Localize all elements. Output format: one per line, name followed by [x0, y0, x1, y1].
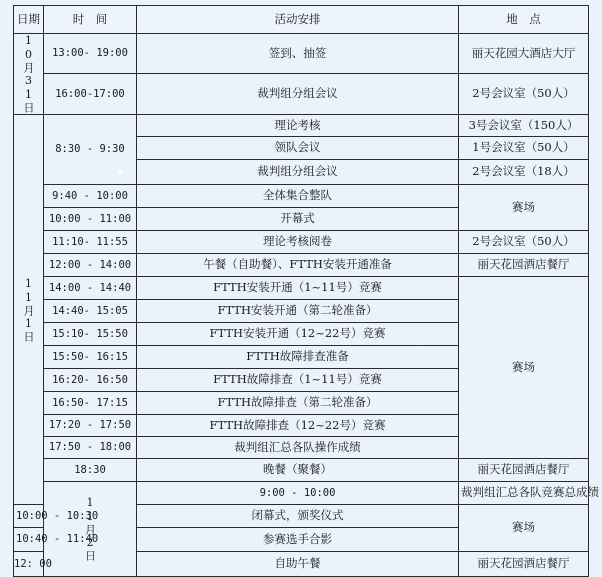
- activity-cell: FTTH故障排查（12~22号）竞赛: [137, 415, 459, 437]
- time-cell: 14:00 - 14:40: [44, 277, 137, 300]
- header-row: [14, 6, 589, 34]
- time-cell: 12:00 - 14:00: [44, 254, 137, 277]
- location-cell: 2号会议室（50人）: [459, 231, 589, 254]
- activity-cell: 领队会议: [137, 137, 459, 160]
- activity-cell: 闭幕式，颁奖仪式: [137, 505, 459, 528]
- time-cell: 15:50- 16:15: [44, 346, 137, 369]
- location-cell: 2号会议室（50人）: [459, 73, 589, 114]
- time-cell: 18:30: [44, 459, 137, 482]
- table-row: [14, 34, 589, 74]
- time-cell: 9:00 - 10:00: [137, 482, 459, 505]
- header-location: 地 点: [459, 6, 589, 34]
- activity-cell: 签到、抽签: [137, 34, 459, 74]
- location-cell: 丽天花园酒店餐厅: [459, 459, 589, 482]
- location-cell: 1号会议室（50人）: [459, 137, 589, 160]
- table-row: [14, 231, 589, 254]
- time-cell: 9:40 - 10:00: [44, 185, 137, 208]
- location-cell: 3号会议室（150人）: [459, 115, 589, 137]
- header-date: 日期: [14, 6, 44, 34]
- table-row: [14, 185, 589, 208]
- time-cell: 17:50 - 18:00: [44, 437, 137, 459]
- location-cell: 赛场: [459, 185, 589, 231]
- header-activity: 活动安排: [137, 6, 459, 34]
- activity-cell: 裁判组汇总各队操作成绩: [137, 437, 459, 459]
- time-cell: 17:20 - 17:50: [44, 415, 137, 437]
- activity-cell: 午餐（自助餐）、FTTH安装开通准备: [137, 254, 459, 277]
- location-cell: 丽天花园酒店餐厅: [459, 552, 589, 577]
- location-cell: 2号会议室（18人）: [459, 160, 589, 185]
- time-cell: 10:00 - 10:30: [14, 505, 44, 528]
- time-cell: 15:10- 15:50: [44, 323, 137, 346]
- activity-cell: FTTH故障排查（1~11号）竞赛: [137, 369, 459, 392]
- activity-cell: FTTH安装开通（第二轮准备）: [137, 300, 459, 323]
- activity-cell: 开幕式: [137, 208, 459, 231]
- table-row: [14, 115, 589, 137]
- location-cell: 赛场: [459, 277, 589, 459]
- table-row: [14, 482, 589, 505]
- time-cell: 14:40- 15:05: [44, 300, 137, 323]
- table-row: [14, 459, 589, 482]
- activity-cell: FTTH安装开通（1~11号）竞赛: [137, 277, 459, 300]
- activity-cell: FTTH故障排查准备: [137, 346, 459, 369]
- day-label: 10月31日: [14, 34, 44, 115]
- time-cell: 16:00-17:00: [44, 73, 137, 114]
- location-cell: 丽天花园大酒店大厅: [459, 34, 589, 74]
- activity-cell: 理论考核: [137, 115, 459, 137]
- header-time: 时 间: [44, 6, 137, 34]
- day-label: 11月1日: [14, 115, 44, 505]
- time-cell: 11:10- 11:55: [44, 231, 137, 254]
- time-cell: 10:00 - 11:00: [44, 208, 137, 231]
- activity-cell: 理论考核阅卷: [137, 231, 459, 254]
- time-cell: 16:20- 16:50: [44, 369, 137, 392]
- table-row: [14, 73, 589, 114]
- activity-cell: 裁判组分组会议: [137, 160, 459, 185]
- time-cell: 16:50- 17:15: [44, 392, 137, 415]
- activity-cell: 自助午餐: [137, 552, 459, 577]
- activity-cell: 全体集合整队: [137, 185, 459, 208]
- activity-cell: 晚餐（聚餐）: [137, 459, 459, 482]
- time-cell: 12: 00: [14, 552, 44, 577]
- activity-cell: FTTH安装开通（12~22号）竞赛: [137, 323, 459, 346]
- location-cell: 丽天花园酒店餐厅: [459, 254, 589, 277]
- activity-cell: 参赛选手合影: [137, 528, 459, 552]
- activity-cell: FTTH故障排查（第二轮准备）: [137, 392, 459, 415]
- time-cell: 10:40 - 11:40: [14, 528, 44, 552]
- activity-cell: 裁判组汇总各队竞赛总成绩: [459, 482, 589, 505]
- table-row: [14, 254, 589, 277]
- schedule-table: [13, 5, 599, 577]
- day-label: 11月2日: [44, 482, 137, 577]
- activity-cell: 裁判组分组会议: [137, 73, 459, 114]
- table-row: [14, 277, 589, 300]
- time-cell: 8:30 - 9:30: [44, 115, 137, 185]
- location-cell: 赛场: [459, 505, 589, 552]
- time-cell: 13:00- 19:00: [44, 34, 137, 74]
